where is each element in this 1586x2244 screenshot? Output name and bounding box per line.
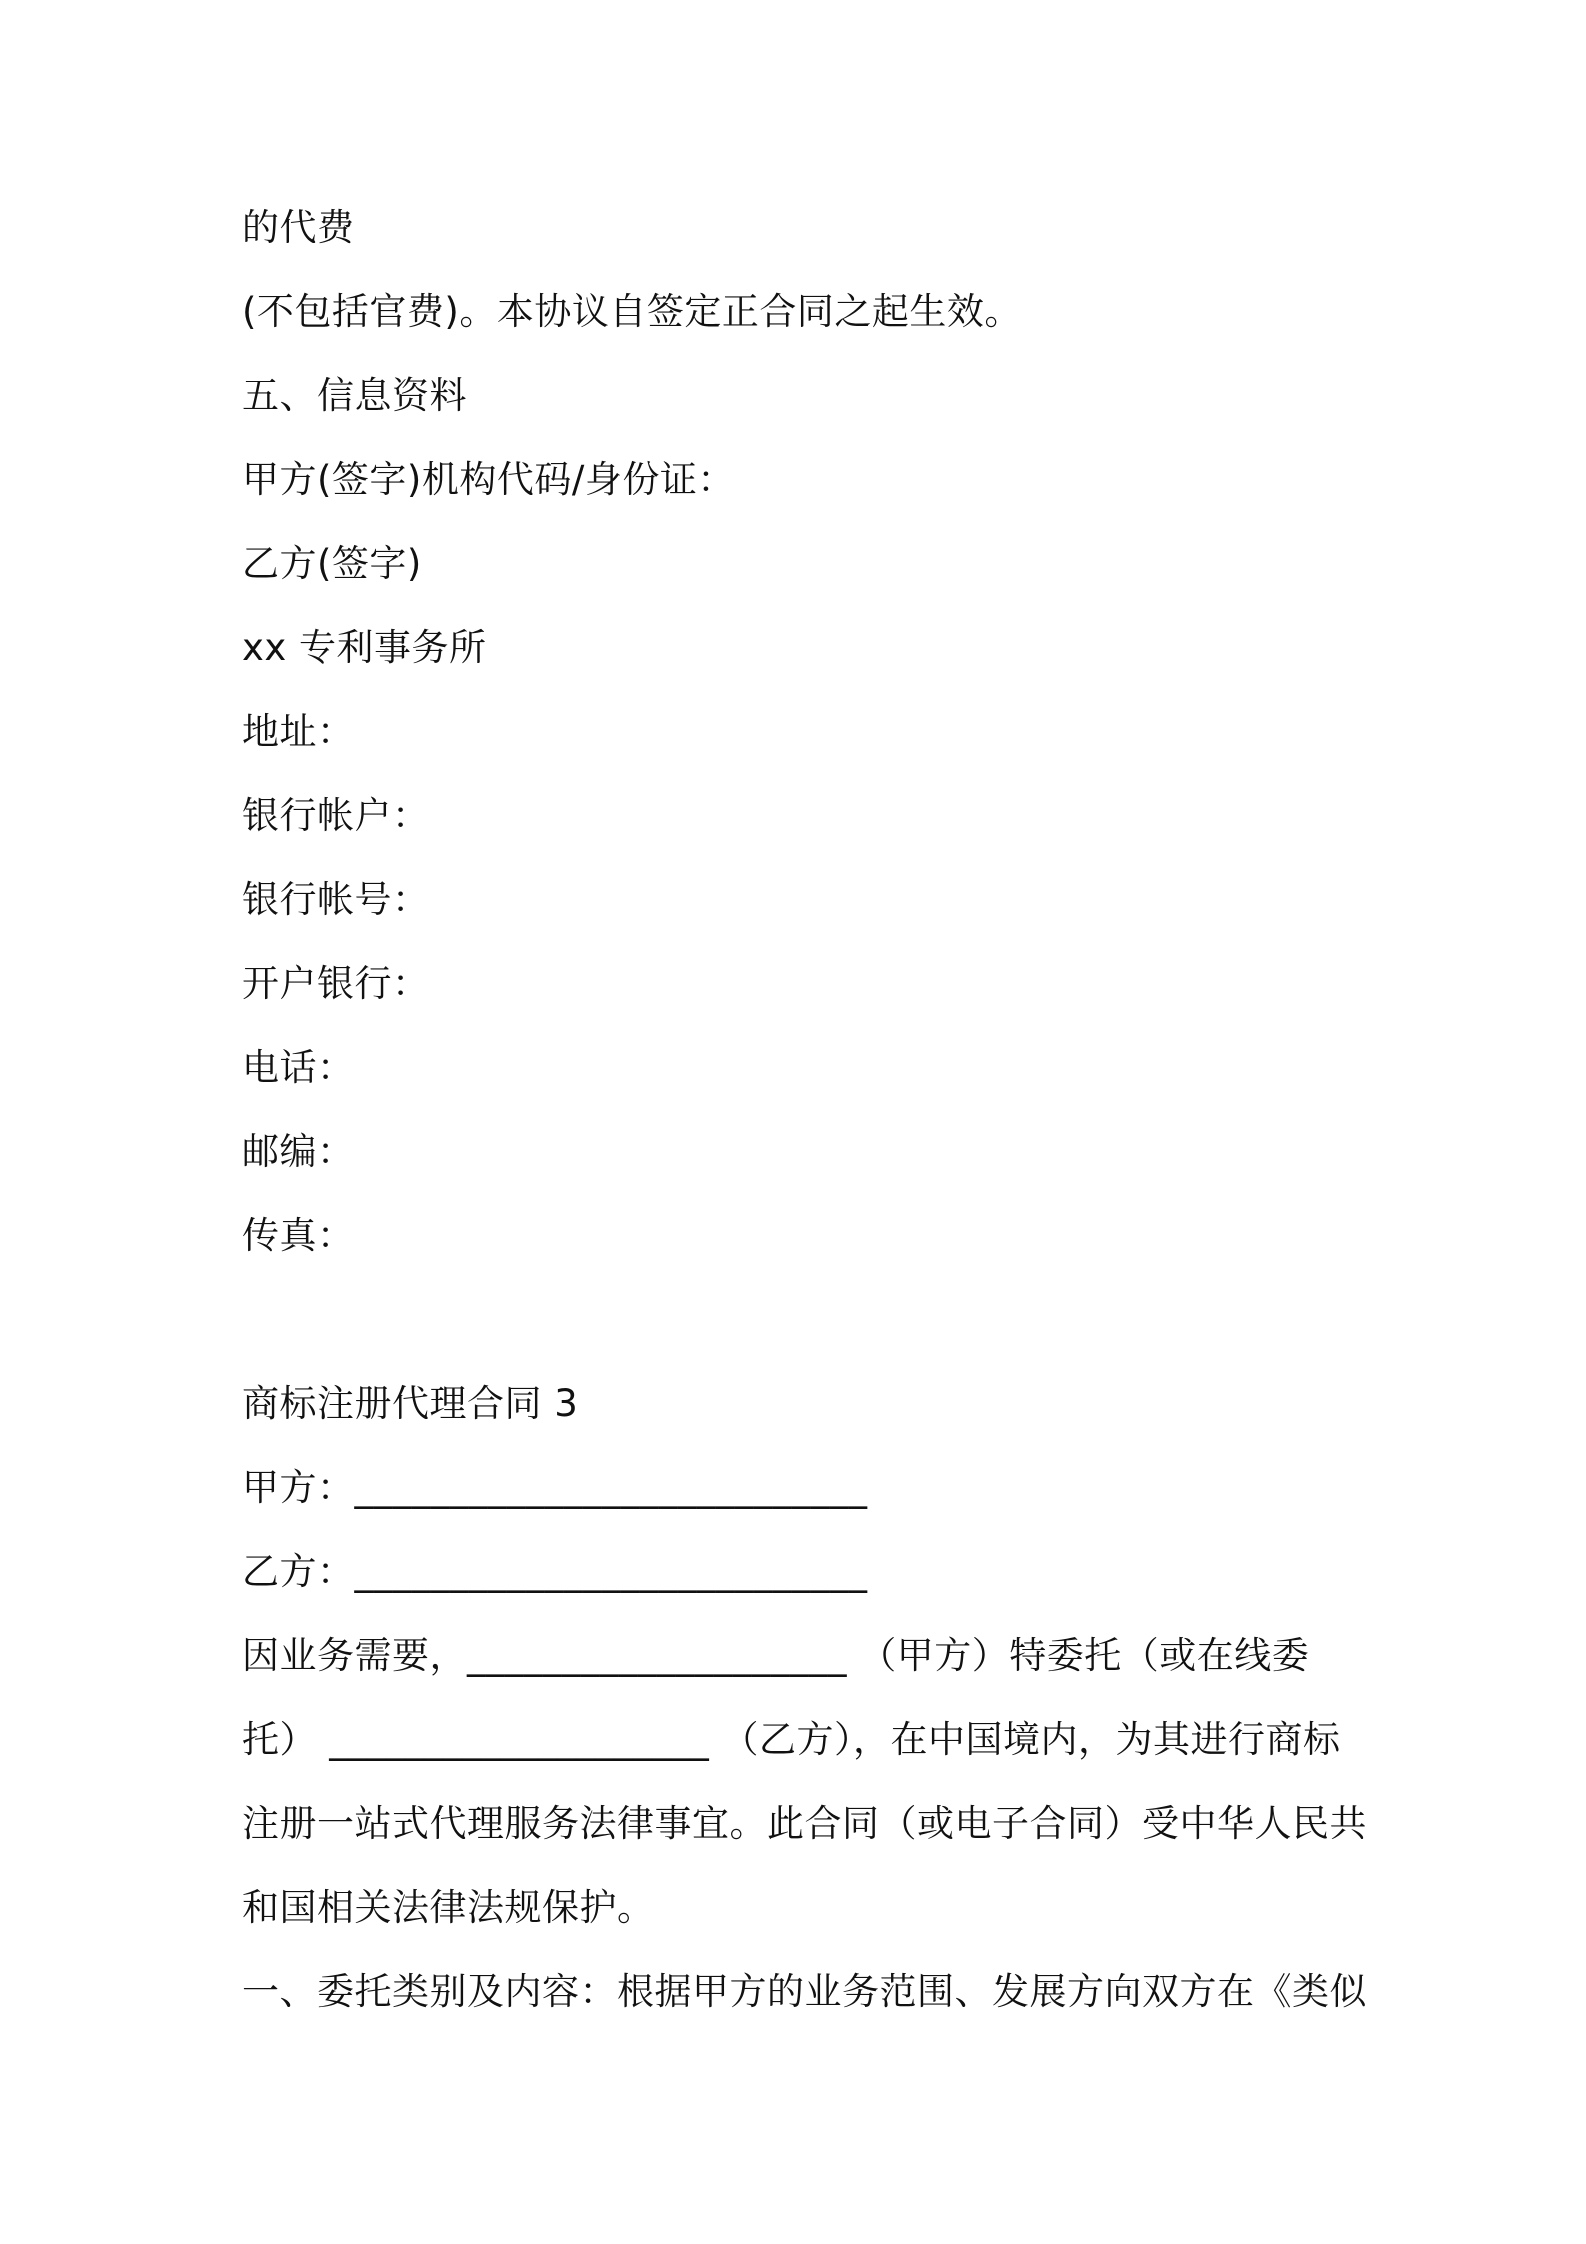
postcode-label: 邮编：: [242, 1130, 355, 1173]
contract-3-title: 商标注册代理合同 3: [242, 1382, 579, 1425]
phone-label: 电话：: [242, 1046, 355, 1089]
address-label: 地址：: [242, 710, 355, 753]
paragraph-1-line-3: 注册一站式代理服务法律事宜。此合同（或电子合同）受中华人民共: [242, 1802, 1367, 1845]
firm-name: xx 专利事务所: [242, 626, 487, 669]
fax-label: 传真：: [242, 1214, 355, 1257]
fee-line-2: (不包括官费)。本协议自签定正合同之起生效。: [242, 290, 1022, 333]
party-b-signature: 乙方(签字): [242, 542, 422, 585]
bank-name-label: 开户银行：: [242, 962, 430, 1005]
party-a-signature: 甲方(签字)机构代码/身份证：: [242, 458, 735, 501]
paragraph-1-line-2: 托） ____________________ （乙方），在中国境内，为其进行商标: [242, 1718, 1341, 1761]
bank-account-name-label: 银行帐户：: [242, 794, 430, 837]
paragraph-1-line-1: 因业务需要，____________________ （甲方）特委托（或在线委: [242, 1634, 1310, 1677]
clause-1-line-1: 一、委托类别及内容：根据甲方的业务范围、发展方向双方在《类似: [242, 1970, 1367, 2013]
fee-line-1: 的代费: [242, 206, 355, 249]
contract-party-b: 乙方：___________________________: [242, 1550, 868, 1593]
paragraph-1-line-4: 和国相关法律法规保护。: [242, 1886, 655, 1929]
section-5-title: 五、信息资料: [242, 374, 467, 417]
contract-party-a: 甲方：___________________________: [242, 1466, 868, 1509]
bank-account-number-label: 银行帐号：: [242, 878, 430, 921]
